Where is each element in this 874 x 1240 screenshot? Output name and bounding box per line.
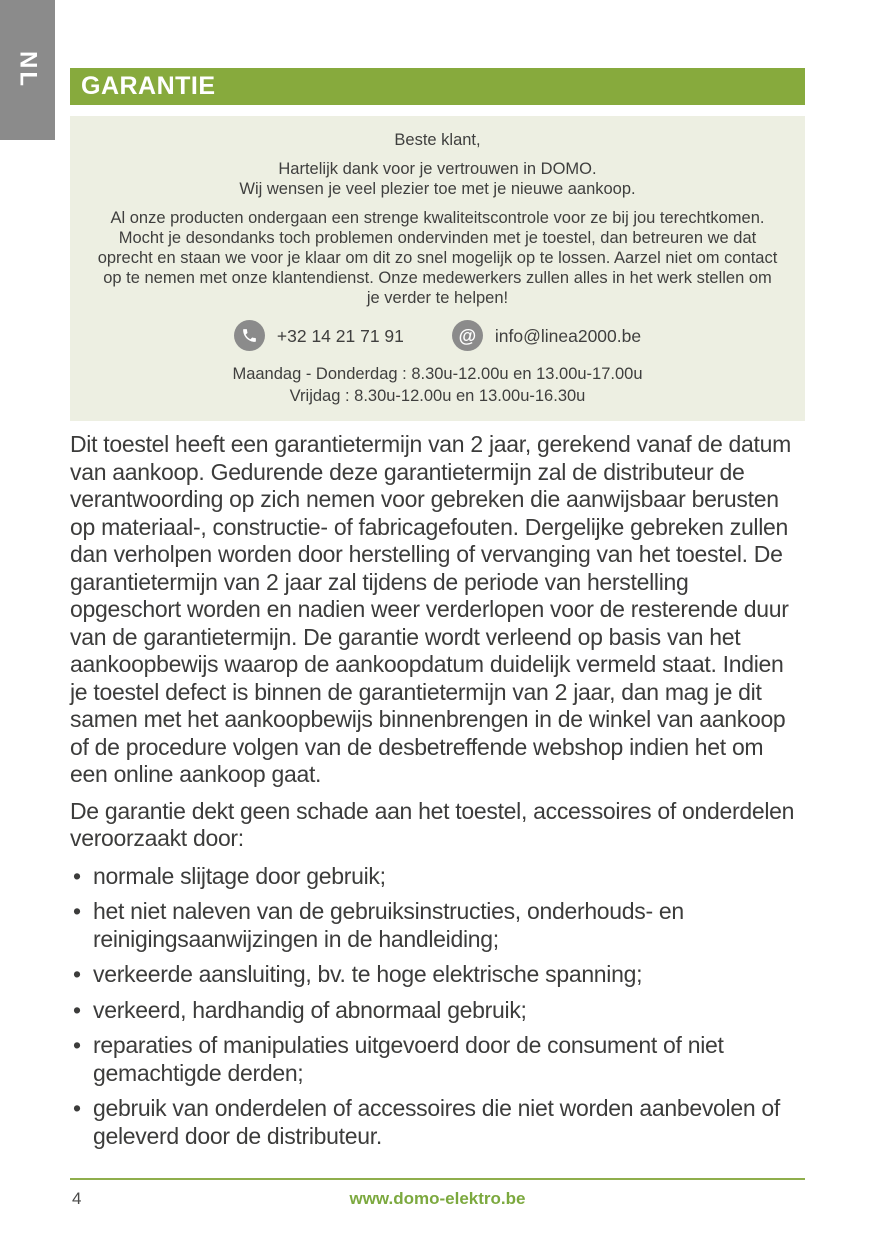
thanks-line-2: Wij wensen je veel plezier toe met je nieuwe aankoop. bbox=[239, 180, 636, 198]
page-footer bbox=[70, 1178, 805, 1209]
list-item: • verkeerde aansluiting, bv. te hoge elektrische spanning; bbox=[70, 961, 805, 989]
language-tab bbox=[0, 0, 55, 140]
list-item: • verkeerd, hardhandig of abnormaal gebruik; bbox=[70, 997, 805, 1025]
email-contact bbox=[452, 320, 641, 351]
list-item: • gebruik van onderdelen of accessoires die niet worden aanbevolen of geleverd door de distributeur. bbox=[70, 1095, 805, 1150]
thanks-line-1: Hartelijk dank voor je vertrouwen in DOMO. bbox=[278, 160, 597, 178]
content-column bbox=[70, 68, 805, 1150]
section-title: GARANTIE bbox=[81, 72, 216, 100]
phone-icon bbox=[234, 320, 265, 351]
phone-number: +32 14 21 71 91 bbox=[276, 325, 404, 346]
warranty-paragraph-2: De garantie dekt geen schade aan het toestel, accessoires of onderdelen veroorzaakt door: bbox=[70, 797, 795, 851]
section-header bbox=[70, 68, 805, 105]
hours-line-2: Vrijdag : 8.30u-12.00u en 13.00u-16.30u bbox=[289, 387, 586, 405]
phone-contact bbox=[234, 320, 404, 351]
list-item: • normale slijtage door gebruik; bbox=[70, 863, 805, 891]
list-item: • het niet naleven van de gebruiksinstructies, onderhouds- en reinigingsaanwijzingen in de handleiding; bbox=[70, 898, 805, 953]
exclusions-list bbox=[70, 863, 805, 1151]
opening-hours bbox=[96, 363, 779, 407]
at-icon bbox=[452, 320, 483, 351]
contact-row bbox=[96, 320, 779, 351]
website-link[interactable]: www.domo-elektro.be bbox=[349, 1189, 526, 1208]
warranty-paragraph-1: Dit toestel heeft een garantietermijn van 2 jaar, gerekend vanaf de datum van aankoop. Gedurende deze garantietermijn zal de distributeur de verantwoording op zich nemen voor gebreken die aanwijsbaar berusten op materiaal-, constructie- of fabricagefouten. Dergelijke gebreken zullen dan verholpen worden door herstelling of vervanging van het toestel. De garantietermijn van 2 jaar zal tijdens de periode van herstelling opgeschort worden en nadien weer verderlopen voor de resterende duur van de garantietermijn. De garantie wordt verleend op basis van het aankoopbewijs waarop de aankoopdatum duidelijk vermeld staat. Indien je toestel defect is binnen de garantietermijn van 2 jaar, dan mag je dit samen met het aankoopbewijs binnenbrengen in de winkel van aankoop of de procedure volgen van de desbetreffende webshop indien het om een online aankoop gaat. bbox=[70, 431, 791, 787]
list-item: • reparaties of manipulaties uitgevoerd door de consument of niet gemachtigde derden; bbox=[70, 1032, 805, 1087]
intro-box bbox=[70, 116, 805, 421]
at-glyph: @ bbox=[458, 325, 477, 346]
quality-paragraph: Al onze producten ondergaan een strenge kwaliteitscontrole voor ze bij jou terechtkomen. Mocht je desondanks toch problemen ondervinden met je toestel, dan betreuren we dat oprecht en staan we voor je klaar om dit zo snel mogelijk op te lossen. Aarzel niet om contact op te nemen met onze klantendienst. Onze medewerkers zullen alles in het werk stellen om je verder te helpen! bbox=[97, 209, 778, 307]
page-number: 4 bbox=[72, 1189, 82, 1208]
salutation: Beste klant, bbox=[394, 131, 481, 149]
language-tab-label: NL bbox=[14, 51, 42, 89]
hours-line-1: Maandag - Donderdag : 8.30u-12.00u en 13.00u-17.00u bbox=[232, 365, 643, 383]
thanks-lines bbox=[96, 159, 779, 199]
email-address: info@linea2000.be bbox=[494, 325, 642, 346]
